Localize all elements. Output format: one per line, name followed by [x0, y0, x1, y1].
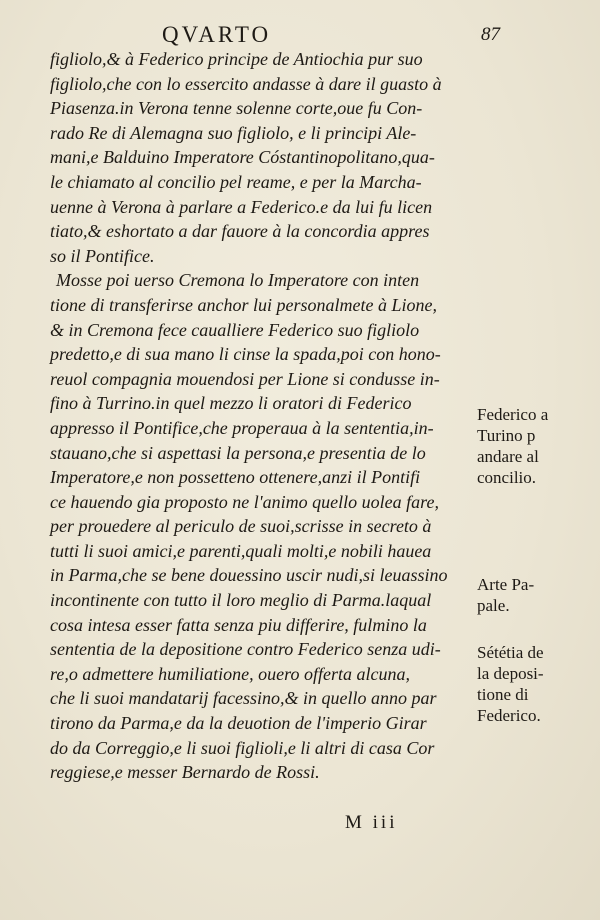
text-line: figliolo,che con lo essercito andasse à dare il guasto à — [50, 73, 442, 94]
marginal-line: la deposi- — [477, 664, 544, 683]
text-line: reuol compagnia mouendosi per Lione si condusse in- — [50, 368, 440, 389]
text-line: reggiese,e messer Bernardo de Rossi. — [50, 762, 320, 783]
text-line: ce hauendo gia proposto ne l'animo quello uolea fare, — [50, 491, 439, 512]
marginal-note-federico-turino — [477, 404, 587, 488]
text-line: do da Correggio,e li suoi figlioli,e li altri di casa Cor — [50, 737, 435, 758]
marginal-note-arte-papale — [477, 574, 587, 616]
text-line: fino à Turrino.in quel mezzo li oratori di Federico — [50, 393, 412, 414]
text-line: figliolo,& à Federico principe de Antiochia pur suo — [50, 49, 423, 69]
text-line: & in Cremona fece caualliere Federico suo figliolo — [50, 319, 420, 340]
text-line: in Parma,che se bene douessino uscir nudi,si leuassino — [50, 565, 448, 586]
text-line: Imperatore,e non possetteno ottenere,anzi il Pontifi — [50, 467, 421, 488]
marginal-line: Federico a — [477, 405, 549, 424]
text-line: re,o admettere humiliatione, ouero offerta alcuna, — [50, 663, 410, 684]
text-line: incontinente con tutto il loro meglio di Parma.laqual — [50, 590, 432, 611]
text-line: so il Pontifice. — [50, 245, 155, 266]
page-number: 87 — [481, 24, 500, 45]
marginal-line: Turino p — [477, 426, 536, 445]
text-line: tiato,& eshortato a dar fauore à la concordia appres — [50, 221, 430, 242]
text-line: rado Re di Alemagna suo figliolo, e li principi Ale- — [50, 122, 417, 143]
text-line: Mosse poi uerso Cremona lo Imperatore con inten — [56, 270, 420, 291]
text-line: tutti li suoi amici,e parenti,quali molti,e nobili hauea — [50, 540, 432, 561]
text-line: tione di transferirse anchor lui personalmete à Lione, — [50, 294, 437, 315]
text-line: cosa intesa esser fatta senza piu differire, fulmino la — [50, 614, 427, 635]
text-line: le chiamato al concilio pel reame, e per la Marcha- — [50, 171, 422, 192]
text-line: stauano,che si aspettasi la persona,e presentia de lo — [50, 442, 426, 463]
text-line: tirono da Parma,e da la deuotion de l'imperio Girar — [50, 713, 427, 734]
marginal-line: pale. — [477, 596, 510, 615]
text-line: sententia de la depositione contro Federico senza udi- — [50, 639, 441, 660]
text-line: che li suoi mandatarij facessino,& in quello anno par — [50, 688, 437, 709]
signature-mark: M iii — [345, 812, 398, 833]
marginal-line: andare al — [477, 447, 539, 466]
text-line: predetto,e di sua mano li cinse la spada,poi con hono- — [50, 344, 441, 365]
text-line: appresso il Pontifice,che properaua à la sententia,in- — [50, 417, 434, 438]
text-line: per prouedere al periculo de suoi,scrisse in secreto à — [50, 516, 432, 537]
marginal-line: Federico. — [477, 706, 541, 725]
marginal-line: Sététia de — [477, 643, 544, 662]
marginal-note-sententia — [477, 642, 587, 726]
running-header — [150, 20, 500, 50]
marginal-line: tione di — [477, 685, 529, 704]
text-line: uenne à Verona à parlare a Federico.e da lui fu licen — [50, 196, 433, 217]
marginal-line: concilio. — [477, 468, 537, 487]
text-line: mani,e Balduino Imperatore Cóstantinopolitano,qua- — [50, 147, 435, 168]
main-text-block — [50, 47, 480, 785]
text-line: Piasenza.in Verona tenne solenne corte,oue fu Con- — [50, 98, 423, 119]
marginal-line: Arte Pa- — [477, 575, 535, 594]
running-title: QVARTO — [162, 22, 272, 47]
